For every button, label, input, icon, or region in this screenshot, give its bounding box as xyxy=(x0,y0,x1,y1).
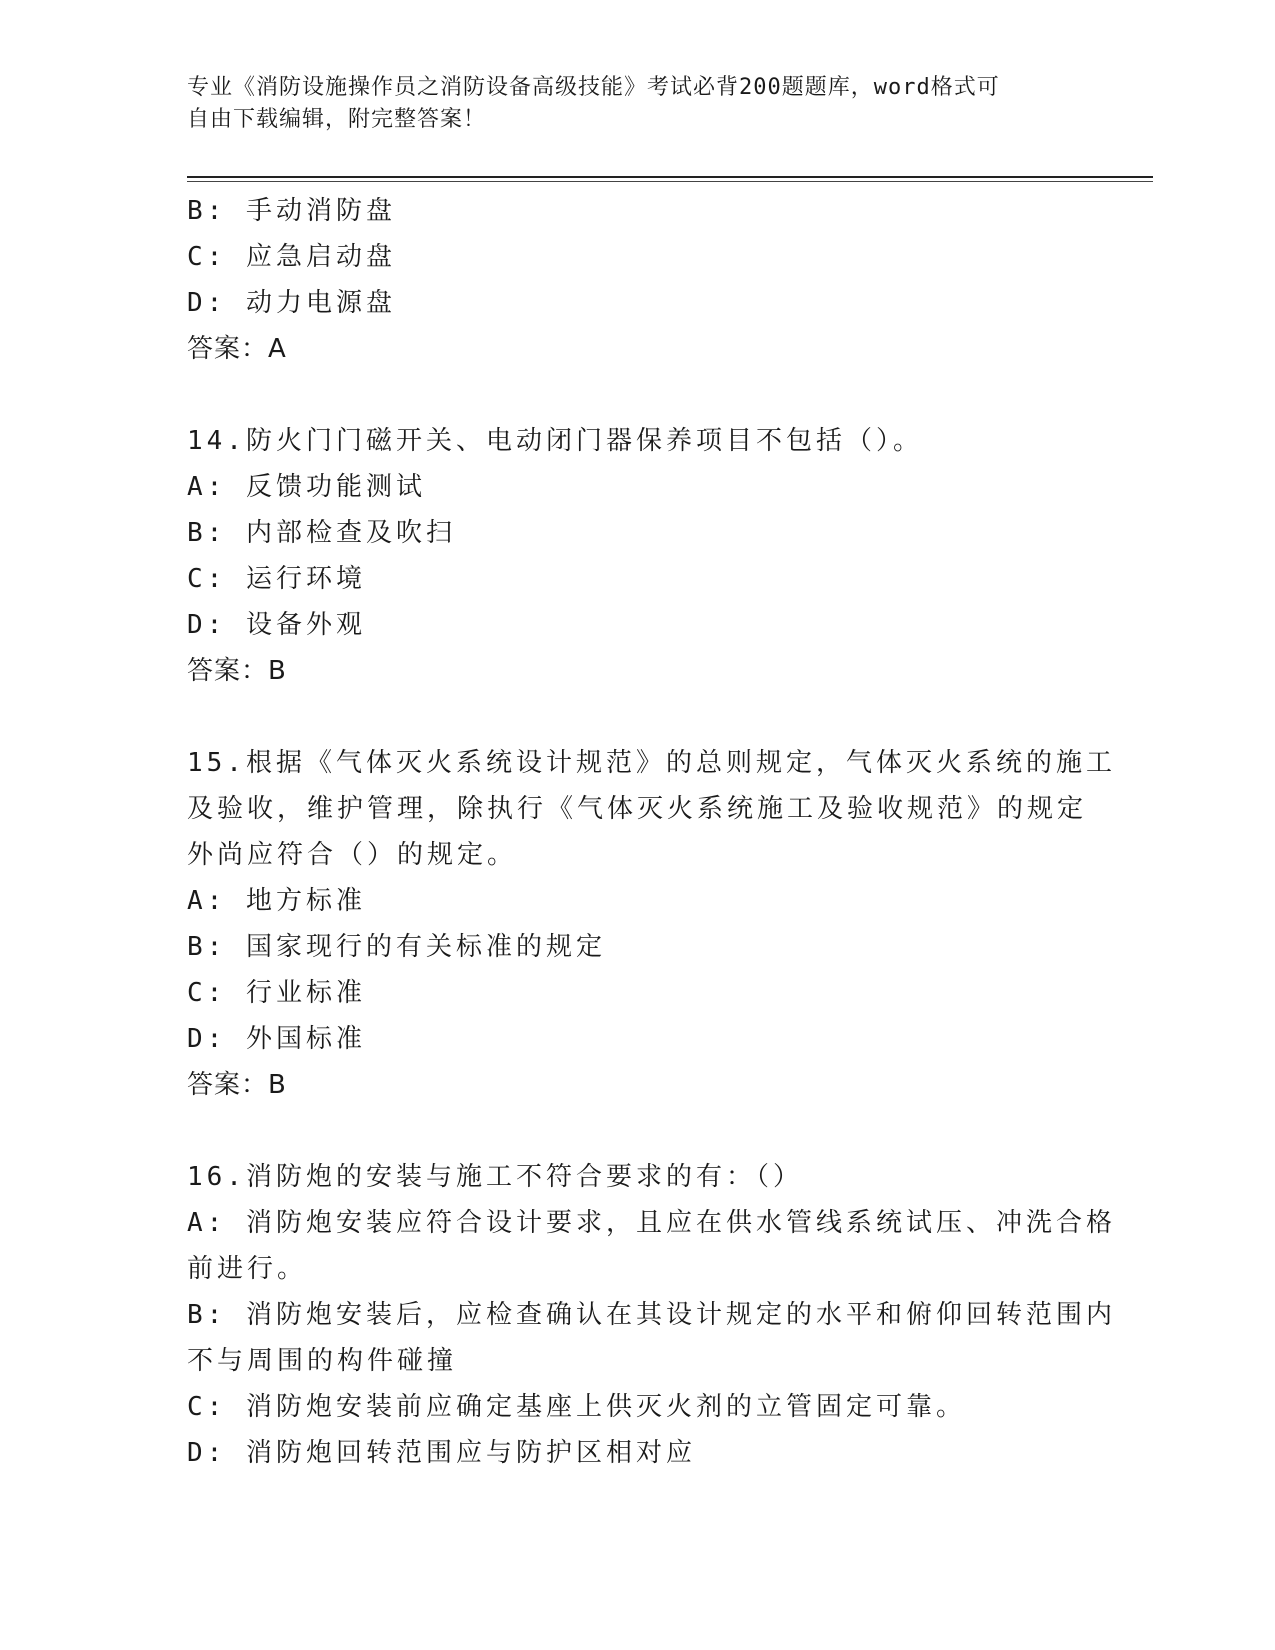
option-line: B: 国家现行的有关标准的规定 xyxy=(187,932,606,962)
option-line: C: 消防炮安装前应确定基座上供灭火剂的立管固定可靠。 xyxy=(187,1392,966,1422)
option-line: D: 消防炮回转范围应与防护区相对应 xyxy=(187,1438,696,1468)
question-content xyxy=(187,188,1116,1476)
question-stem: 16.消防炮的安装与施工不符合要求的有：（） xyxy=(187,1162,803,1192)
option-line-continued: 前进行。 xyxy=(187,1254,308,1284)
question-stem: 外尚应符合（）的规定。 xyxy=(187,840,518,870)
option-line: B: 手动消防盘 xyxy=(187,196,396,226)
question-14-block xyxy=(187,418,1087,694)
option-line-continued: 不与周围的构件碰撞 xyxy=(187,1346,458,1376)
question-stem: 14.防火门门磁开关、电动闭门器保养项目不包括（）。 xyxy=(187,426,923,456)
prev-question-block xyxy=(187,188,1087,372)
option-line: C: 应急启动盘 xyxy=(187,242,396,272)
option-line: D: 外国标准 xyxy=(187,1024,366,1054)
document-header xyxy=(187,72,1087,136)
answer-line: 答案：B xyxy=(187,1070,287,1100)
option-line: D: 动力电源盘 xyxy=(187,288,396,318)
option-line: A: 消防炮安装应符合设计要求，且应在供水管线系统试压、冲洗合格 xyxy=(187,1208,1116,1238)
question-16-block xyxy=(187,1154,1116,1476)
question-15-block xyxy=(187,740,1116,1108)
option-line: A: 反馈功能测试 xyxy=(187,472,426,502)
option-line: B: 内部检查及吹扫 xyxy=(187,518,456,548)
option-line: C: 运行环境 xyxy=(187,564,366,594)
header-line-1: 专业《消防设施操作员之消防设备高级技能》考试必背200题题库，word格式可 xyxy=(187,75,1000,100)
answer-line: 答案：A xyxy=(187,334,287,364)
option-line: C: 行业标准 xyxy=(187,978,366,1008)
option-line: B: 消防炮安装后，应检查确认在其设计规定的水平和俯仰回转范围内 xyxy=(187,1300,1116,1330)
answer-line: 答案：B xyxy=(187,656,287,686)
option-line: A: 地方标准 xyxy=(187,886,366,916)
question-stem: 及验收，维护管理，除执行《气体灭火系统施工及验收规范》的规定 xyxy=(187,794,1088,824)
question-stem: 15.根据《气体灭火系统设计规范》的总则规定，气体灭火系统的施工 xyxy=(187,748,1116,778)
header-line-2: 自由下载编辑，附完整答案！ xyxy=(187,107,487,132)
option-line: D: 设备外观 xyxy=(187,610,366,640)
